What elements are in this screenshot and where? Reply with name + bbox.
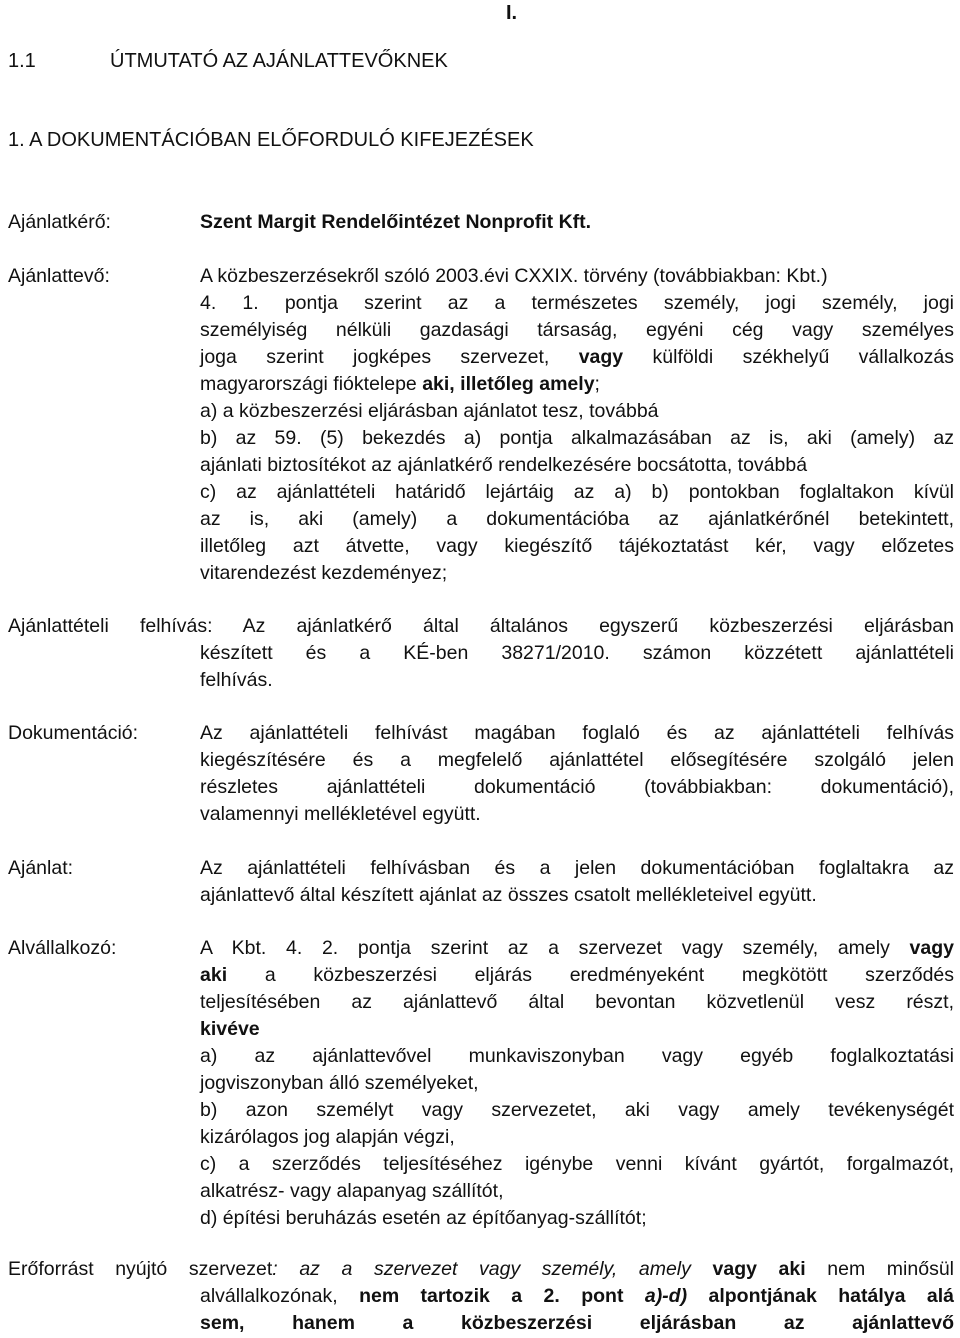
alvallalkozo-line: a) az ajánlattevővel munkaviszonyban vagy egyéb foglalkoztatási [200,1045,954,1067]
eroforras-line: alvállalkozónak, nem tartozik a 2. pont a)-d) alpontjának hatálya alá [200,1285,954,1307]
dokumentacio-line: részletes ajánlattételi dokumentáció (továbbiakban: dokumentáció), [200,776,954,798]
alvallalkozo-line: jogviszonyban álló személyeket, [200,1072,479,1094]
ajanlat-line: ajánlattevő által készített ajánlat az összes csatolt mellékleteivel együtt. [200,884,817,906]
ajanlat-label: Ajánlat: [8,857,74,879]
ajanlatkero-label: Ajánlatkérő: [8,211,111,233]
felhivas-line: Ajánlattételi felhívás: Az ajánlatkérő által általános egyszerű közbeszerzési eljárásban [8,615,954,637]
dokumentacio-label: Dokumentáció: [8,722,139,744]
section-number: 1.1 [8,50,36,72]
eroforras-line: Erőforrást nyújtó szervezet: az a szervezet vagy személy, amely vagy aki nem minősül [8,1258,954,1280]
alvallalkozo-line: kizárólagos jog alapján végzi, [200,1126,455,1148]
def-line: joga szerint jogképes szervezet, vagy külföldi székhelyű vállalkozás [200,346,955,368]
subsection-title: 1. A DOKUMENTÁCIÓBAN ELŐFORDULÓ KIFEJEZÉSEK [8,129,534,151]
def-line: a) a közbeszerzési eljárásban ajánlatot tesz, továbbá [200,400,659,422]
def-line: c) az ajánlattételi határidő lejártáig az a) b) pontokban foglaltakon kívül [200,481,954,503]
def-line: magyarországi fióktelepe aki, illetőleg amely; [200,373,600,395]
alvallalkozo-line: A Kbt. 4. 2. pontja szerint az a szervezet vagy személy, amely vagy [200,937,954,959]
def-line: az is, aki (amely) a dokumentációba az ajánlatkérőnél betekintett, [200,508,954,530]
felhivas-line: felhívás. [200,669,273,691]
alvallalkozo-line: c) a szerződés teljesítéséhez igénybe venni kívánt gyártót, forgalmazót, [200,1153,954,1175]
def-line: ajánlati biztosítékot az ajánlatkérő rendelkezésére bocsátotta, továbbá [200,454,808,476]
dokumentacio-line: kiegészítésére és a megfelelő ajánlattétel elősegítésére szolgáló jelen [200,749,954,771]
ajanlatkero-value: Szent Margit Rendelőintézet Nonprofit Kft. [200,211,592,233]
def-line: b) az 59. (5) bekezdés a) pontja alkalmazásában az is, aki (amely) az [200,427,954,449]
alvallalkozo-label: Alvállalkozó: [8,937,117,959]
alvallalkozo-line: alkatrész- vagy alapanyag szállítót, [200,1180,504,1202]
def-line: személyiség nélküli gazdasági társaság, egyéni cég vagy személyes [200,319,954,341]
alvallalkozo-line: d) építési beruházás esetén az építőanyag-szállítót; [200,1207,647,1229]
part-roman-numeral: I. [506,2,518,24]
ajanlat-line: Az ajánlattételi felhívásban és a jelen dokumentációban foglaltakra az [200,857,954,879]
def-line: 4. 1. pontja szerint az a természetes személy, jogi személy, jogi [200,292,954,314]
alvallalkozo-line: aki a közbeszerzési eljárás eredményeként megkötött szerződés [200,964,955,986]
ajanlattevo-label: Ajánlattevő: [8,265,110,287]
dokumentacio-line: valamennyi mellékletével együtt. [200,803,481,825]
alvallalkozo-line: teljesítésében az ajánlattevő által bevontan közvetlenül vesz részt, [200,991,954,1013]
def-line: illetőleg azt átvette, vagy kiegészítő tájékoztatást kér, vagy előzetes [200,535,954,557]
def-line: vitarendezést kezdeményez; [200,562,448,584]
felhivas-line: készített és a KÉ-ben 38271/2010. számon közzétett ajánlattételi [200,642,954,664]
def-line: A közbeszerzésekről szóló 2003.évi CXXIX. törvény (továbbiakban: Kbt.) [200,265,828,287]
alvallalkozo-line: b) azon személyt vagy szervezetet, aki vagy amely tevékenységét [200,1099,954,1121]
eroforras-line: sem, hanem a közbeszerzési eljárásban az ajánlattevő [200,1312,954,1334]
alvallalkozo-line: kivéve [200,1018,260,1040]
dokumentacio-line: Az ajánlattételi felhívást magában foglaló és az ajánlattételi felhívás [200,722,954,744]
section-title: ÚTMUTATÓ AZ AJÁNLATTEVŐKNEK [110,50,448,72]
